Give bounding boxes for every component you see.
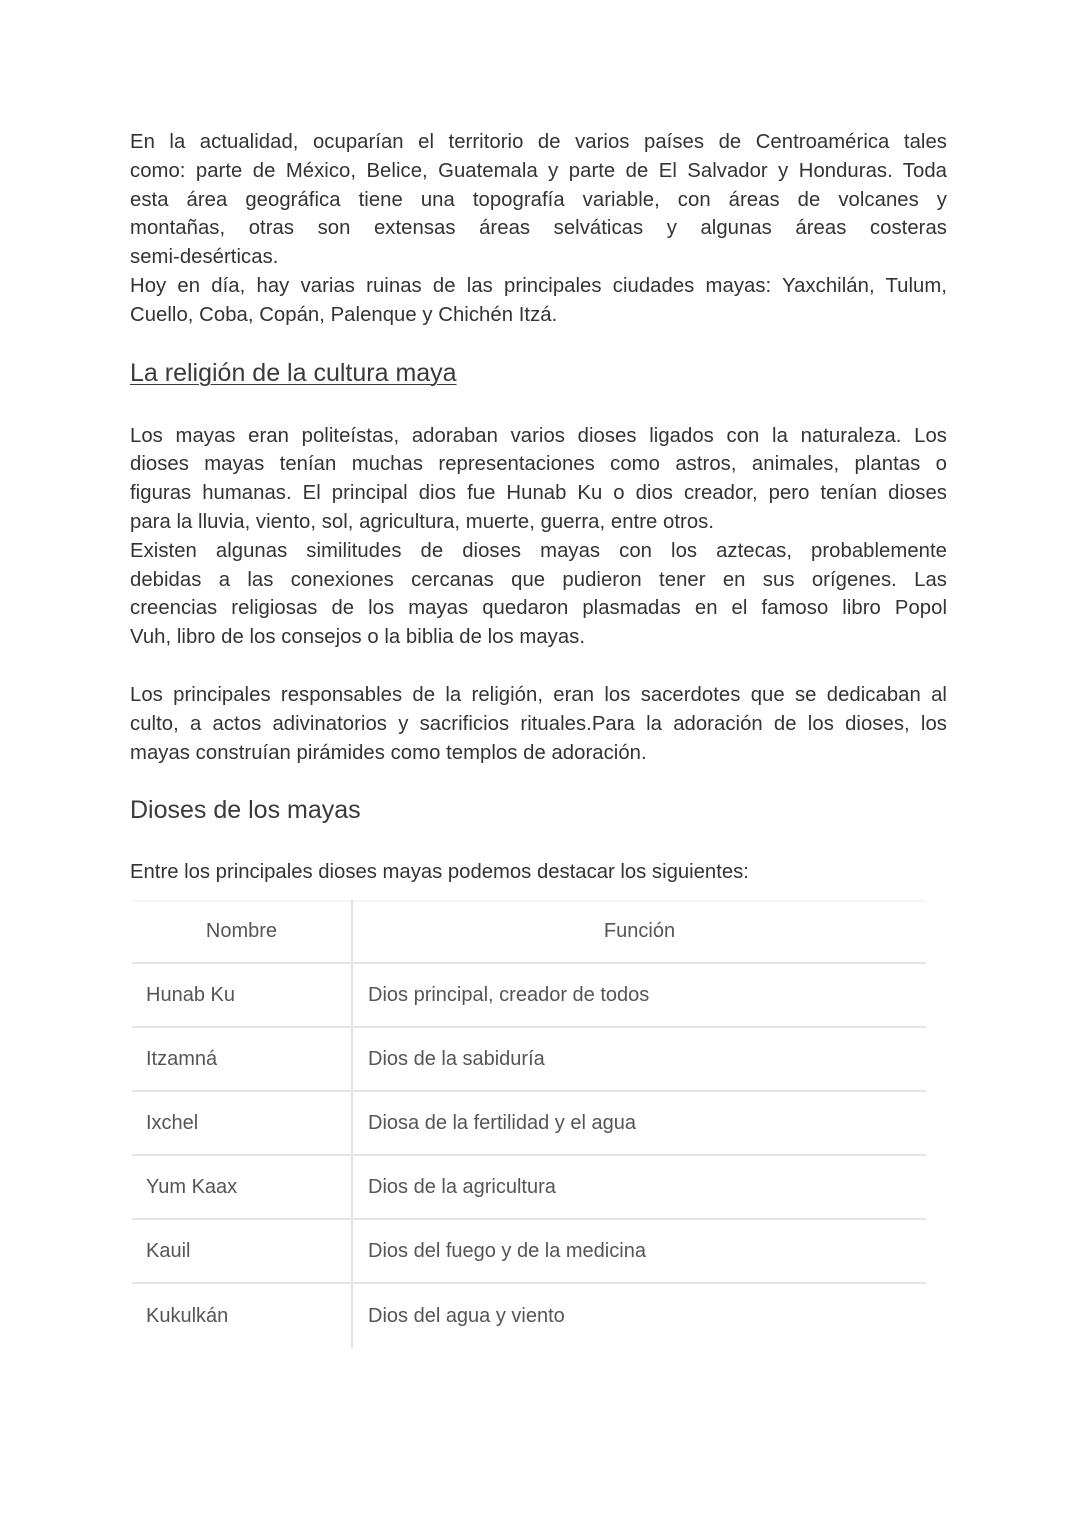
paragraph-line: dioses mayas tenían muchas representaciones como astros, animales, plantas o: [130, 453, 947, 476]
god-function: Dios del agua y viento: [368, 1304, 565, 1327]
heading-religion: La religión de la cultura maya: [130, 358, 457, 387]
paragraph-line: Vuh, libro de los consejos o la biblia de los mayas.: [130, 626, 586, 649]
header-name: Nombre: [132, 900, 353, 962]
paragraph-line: culto, a actos adivinatorios y sacrificios rituales.Para la adoración de los dioses, los: [130, 712, 947, 735]
god-function: Dios principal, creador de todos: [368, 983, 650, 1006]
god-name: Kukulkán: [132, 1284, 353, 1348]
table-header-row: [132, 900, 926, 964]
god-name: Yum Kaax: [132, 1156, 353, 1218]
paragraph-line: esta área geográfica tiene una topografía variable, con áreas de volcanes y: [130, 188, 947, 211]
paragraph-territory: [130, 128, 947, 330]
paragraph-line: como: parte de México, Belice, Guatemala y parte de El Salvador y Honduras. Toda: [130, 159, 947, 182]
table-row: [132, 1284, 926, 1348]
paragraph-line: Cuello, Coba, Copán, Palenque y Chichén Itzá.: [130, 303, 558, 326]
table-row: [132, 1220, 926, 1284]
god-function: Dios de la agricultura: [368, 1175, 556, 1198]
god-function: Diosa de la fertilidad y el agua: [368, 1111, 636, 1134]
god-name: Ixchel: [132, 1092, 353, 1154]
paragraph-line: para la lluvia, viento, sol, agricultura, muerte, guerra, entre otros.: [130, 510, 715, 533]
paragraph-line: Los mayas eran politeístas, adoraban varios dioses ligados con la naturaleza. Los: [130, 424, 947, 447]
paragraph-line: mayas construían pirámides como templos de adoración.: [130, 741, 647, 764]
heading-gods: Dioses de los mayas: [130, 796, 361, 825]
god-function: Dios de la sabiduría: [368, 1047, 545, 1070]
god-name: Itzamná: [132, 1028, 353, 1090]
paragraph-religion: [130, 422, 947, 652]
paragraph-priests: [130, 681, 947, 767]
table-row: [132, 1092, 926, 1156]
god-name: Hunab Ku: [132, 964, 353, 1026]
paragraph-line: figuras humanas. El principal dios fue Hunab Ku o dios creador, pero tenían dioses: [130, 482, 947, 505]
table-intro: Entre los principales dioses mayas podemos destacar los siguientes:: [130, 861, 749, 884]
paragraph-line: debidas a las conexiones cercanas que pudieron tener en sus orígenes. Las: [130, 568, 947, 591]
gods-table: [132, 900, 926, 1348]
paragraph-line: montañas, otras son extensas áreas selváticas y algunas áreas costeras: [130, 217, 947, 240]
god-name: Kauil: [132, 1220, 353, 1282]
paragraph-line: semi-desérticas.: [130, 246, 279, 269]
paragraph-line: Hoy en día, hay varias ruinas de las principales ciudades mayas: Yaxchilán, Tulum,: [130, 274, 947, 297]
paragraph-line: En la actualidad, ocuparían el territorio de varios países de Centroamérica tales: [130, 131, 947, 153]
document-body: [130, 128, 947, 887]
paragraph-line: creencias religiosas de los mayas quedaron plasmadas en el famoso libro Popol: [130, 597, 947, 620]
paragraph-line: Los principales responsables de la religión, eran los sacerdotes que se dedicaban al: [130, 683, 947, 706]
header-function: Función: [603, 919, 676, 942]
table-row: [132, 1028, 926, 1092]
table-row: [132, 964, 926, 1028]
paragraph-line: Existen algunas similitudes de dioses mayas con los aztecas, probablemente: [130, 539, 947, 562]
table-row: [132, 1156, 926, 1220]
god-function: Dios del fuego y de la medicina: [368, 1239, 646, 1262]
